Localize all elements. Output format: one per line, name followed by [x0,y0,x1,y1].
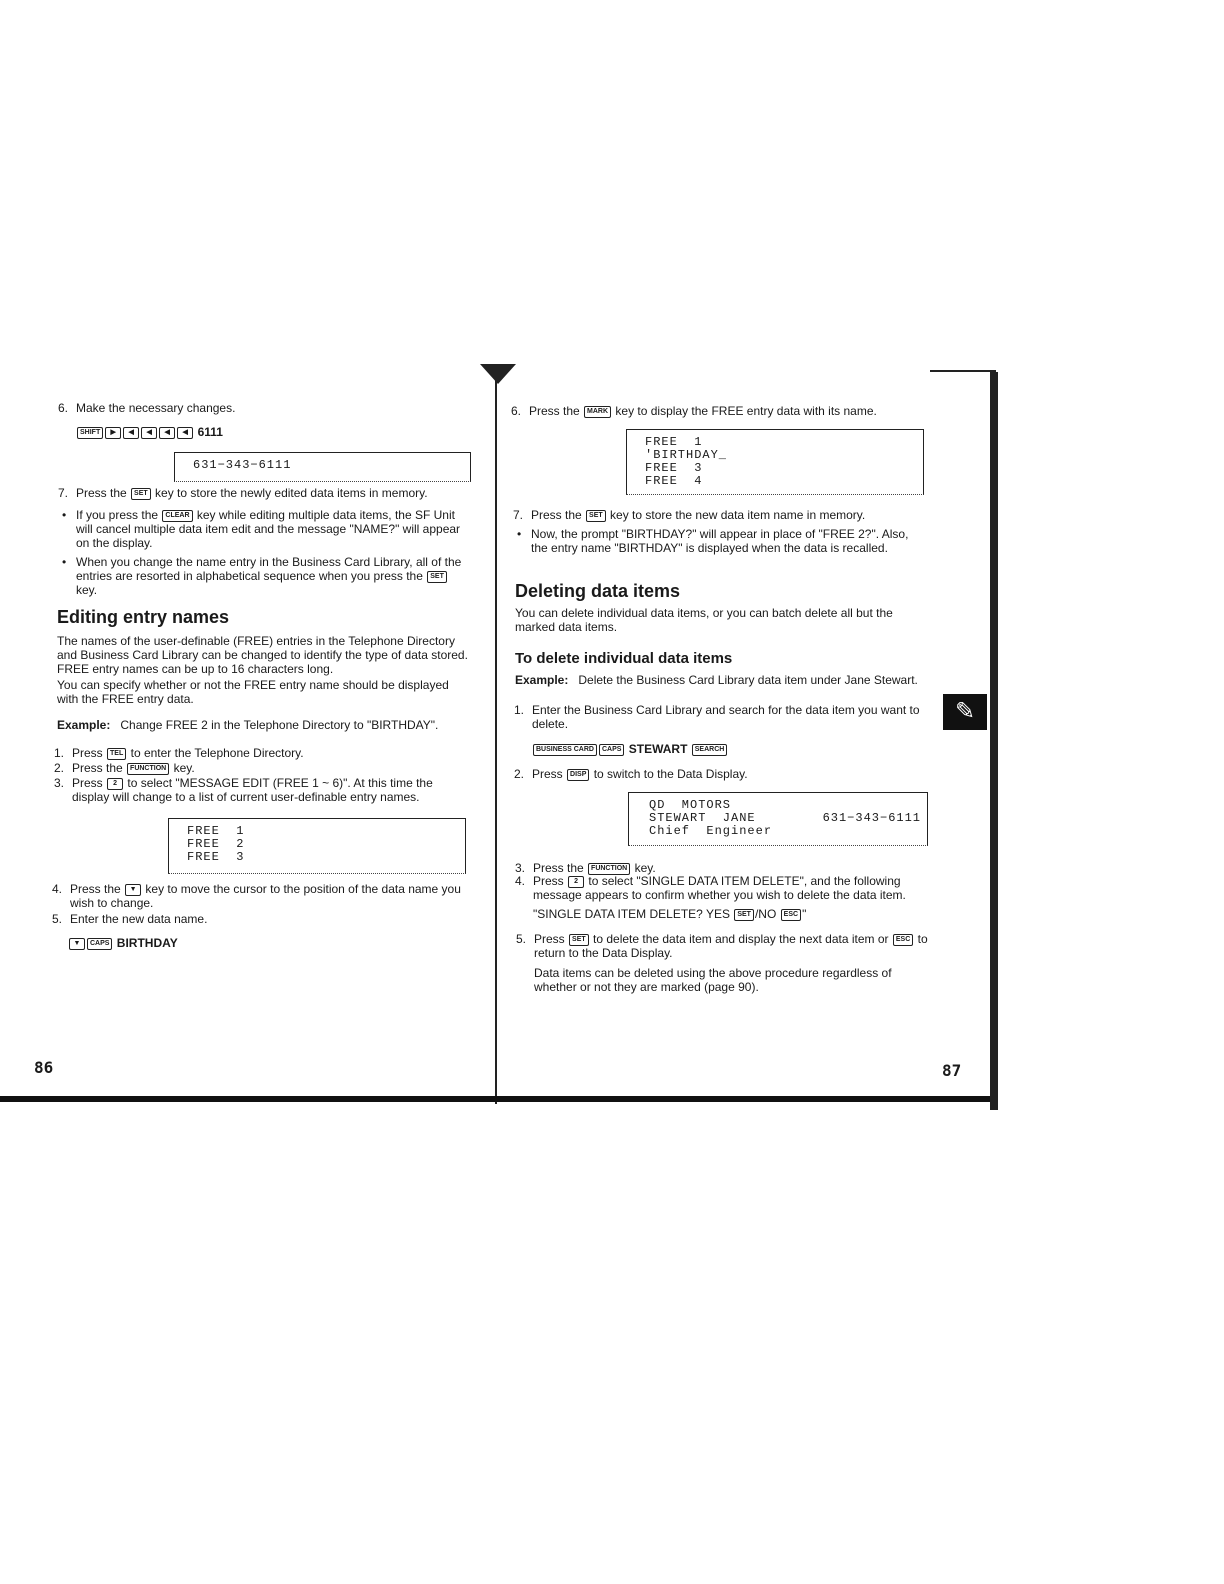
bullet-birthday-prompt: • Now, the prompt "BIRTHDAY?" will appear in place of "FREE 2?". Also, the entry name "BIRTHDAY" is displayed when the data is recalled. [531,527,927,555]
clear-key: CLEAR [162,510,192,522]
bullet-resort: • When you change the name entry in the Business Card Library, all of the entries are resorted in alphabetical sequence when you press the SET key. [76,555,472,597]
delete-step-5: 5. Press SET to delete the data item and display the next data item or ESC to return to the Data Display. [516,932,928,960]
step-3-select: 3. Press 2 to select "MESSAGE EDIT (FREE 1 ~ 6)". At this time the display will change to a list of current user-definable entry names. [54,776,433,804]
set-key: SET [569,934,589,946]
right-edge [990,372,998,1110]
shift-key: SHIFT [77,427,103,439]
instruction-step-7: 7. Press the SET key to store the newly edited data items in memory. [58,486,428,500]
delete-step-1: 1. Enter the Business Card Library and search for the data item you want to delete. [514,703,920,731]
delete-confirm-message: "SINGLE DATA ITEM DELETE? YES SET /NO ESC " [533,907,807,921]
function-key: FUNCTION [127,763,169,775]
para-delete-intro: You can delete individual data items, or you can batch delete all but the marked data items. [515,606,893,634]
business-card-key: BUSINESS CARD [533,744,597,756]
key-sequence-birthday: ▼ CAPS BIRTHDAY [68,936,178,950]
bottom-rule [0,1096,996,1102]
para-free-entries: The names of the user-definable (FREE) entries in the Telephone Directory and Business Card Library can be changed to identify the type of data stored. FREE entry names can be up to 16 characters long. [57,634,468,676]
page-number-right: 87 [942,1061,962,1080]
lcd-display-free-list: FREE 1 FREE 2 FREE 3 [168,818,466,874]
delete-step-4: 4. Press 2 to select "SINGLE DATA ITEM DELETE", and the following message appears to confirm whether you wish to delete the data item. [515,874,906,902]
disp-key: DISP [567,769,589,781]
step-5-enter: 5. Enter the new data name. [52,912,208,926]
set-key: SET [427,571,447,583]
set-key: SET [734,909,754,921]
delete-note: Data items can be deleted using the above procedure regardless of whether or not they are marked (page 90). [534,966,892,994]
two-key: 2 [107,778,123,790]
lcd-display-data: QD MOTORS STEWART JANE 631−343−6111 Chief Engineer [628,792,928,846]
section-heading-editing: Editing entry names [57,607,230,627]
mark-key: MARK [584,406,611,418]
set-key: SET [131,488,151,500]
caps-key: CAPS [599,744,624,756]
two-key: 2 [568,876,584,888]
set-key: SET [586,510,606,522]
section-tab [943,694,987,730]
para-display-option: You can specify whether or not the FREE entry name should be displayed with the FREE entry data. [57,678,449,706]
left-arrow-key: ◀ [141,427,157,439]
delete-step-2: 2. Press DISP to switch to the Data Display. [514,767,748,781]
search-key: SEARCH [692,744,728,756]
esc-key: ESC [781,909,801,921]
example-birthday: Example: Change FREE 2 in the Telephone Directory to "BIRTHDAY". [57,718,439,732]
step-2-function: 2. Press the FUNCTION key. [54,761,195,775]
lcd-display-birthday: FREE 1 'BIRTHDAY_ FREE 3 FREE 4 [626,429,924,495]
caps-key: CAPS [87,938,112,950]
down-arrow-key: ▼ [125,884,141,896]
left-arrow-key: ◀ [177,427,193,439]
left-arrow-key: ◀ [159,427,175,439]
spine-line [495,370,497,1104]
lcd-display-phone: 631−343−6111 [174,452,471,482]
right-arrow-key: ▶ [105,427,121,439]
subheading-delete-individual: To delete individual data items [515,650,733,667]
key-sequence-stewart: BUSINESS CARD CAPS STEWART SEARCH [532,742,728,756]
left-arrow-key: ◀ [123,427,139,439]
example-delete: Example: Delete the Business Card Library data item under Jane Stewart. [515,673,918,687]
delete-step-3: 3. Press the FUNCTION key. [515,861,656,875]
tel-key: TEL [107,748,126,760]
step-6: 6. Make the necessary changes. [58,401,236,415]
esc-key: ESC [893,934,913,946]
key-sequence-6: SHIFT ▶ ◀ ◀ ◀ ◀ 6111 [76,425,223,439]
section-heading-deleting: Deleting data items [515,581,681,601]
down-arrow-key: ▼ [69,938,85,950]
function-key: FUNCTION [588,863,630,875]
page-number-left: 86 [34,1058,54,1077]
top-right-rule [930,370,996,372]
spine-marker [480,364,516,384]
step-4-cursor: 4. Press the ▼ key to move the cursor to the position of the data name you wish to change. [52,882,461,910]
right-step-6: 6. Press the MARK key to display the FREE entry data with its name. [511,404,877,418]
bullet-clear-key: • If you press the CLEAR key while editing multiple data items, the SF Unit will cancel multiple data item edit and the message "NAME?" will appear on the display. [76,508,472,550]
right-step-7: 7. Press the SET key to store the new data item name in memory. [513,508,866,522]
step-1-tel: 1. Press TEL to enter the Telephone Directory. [54,746,304,760]
edit-pencil-icon: ✎ [954,698,976,725]
